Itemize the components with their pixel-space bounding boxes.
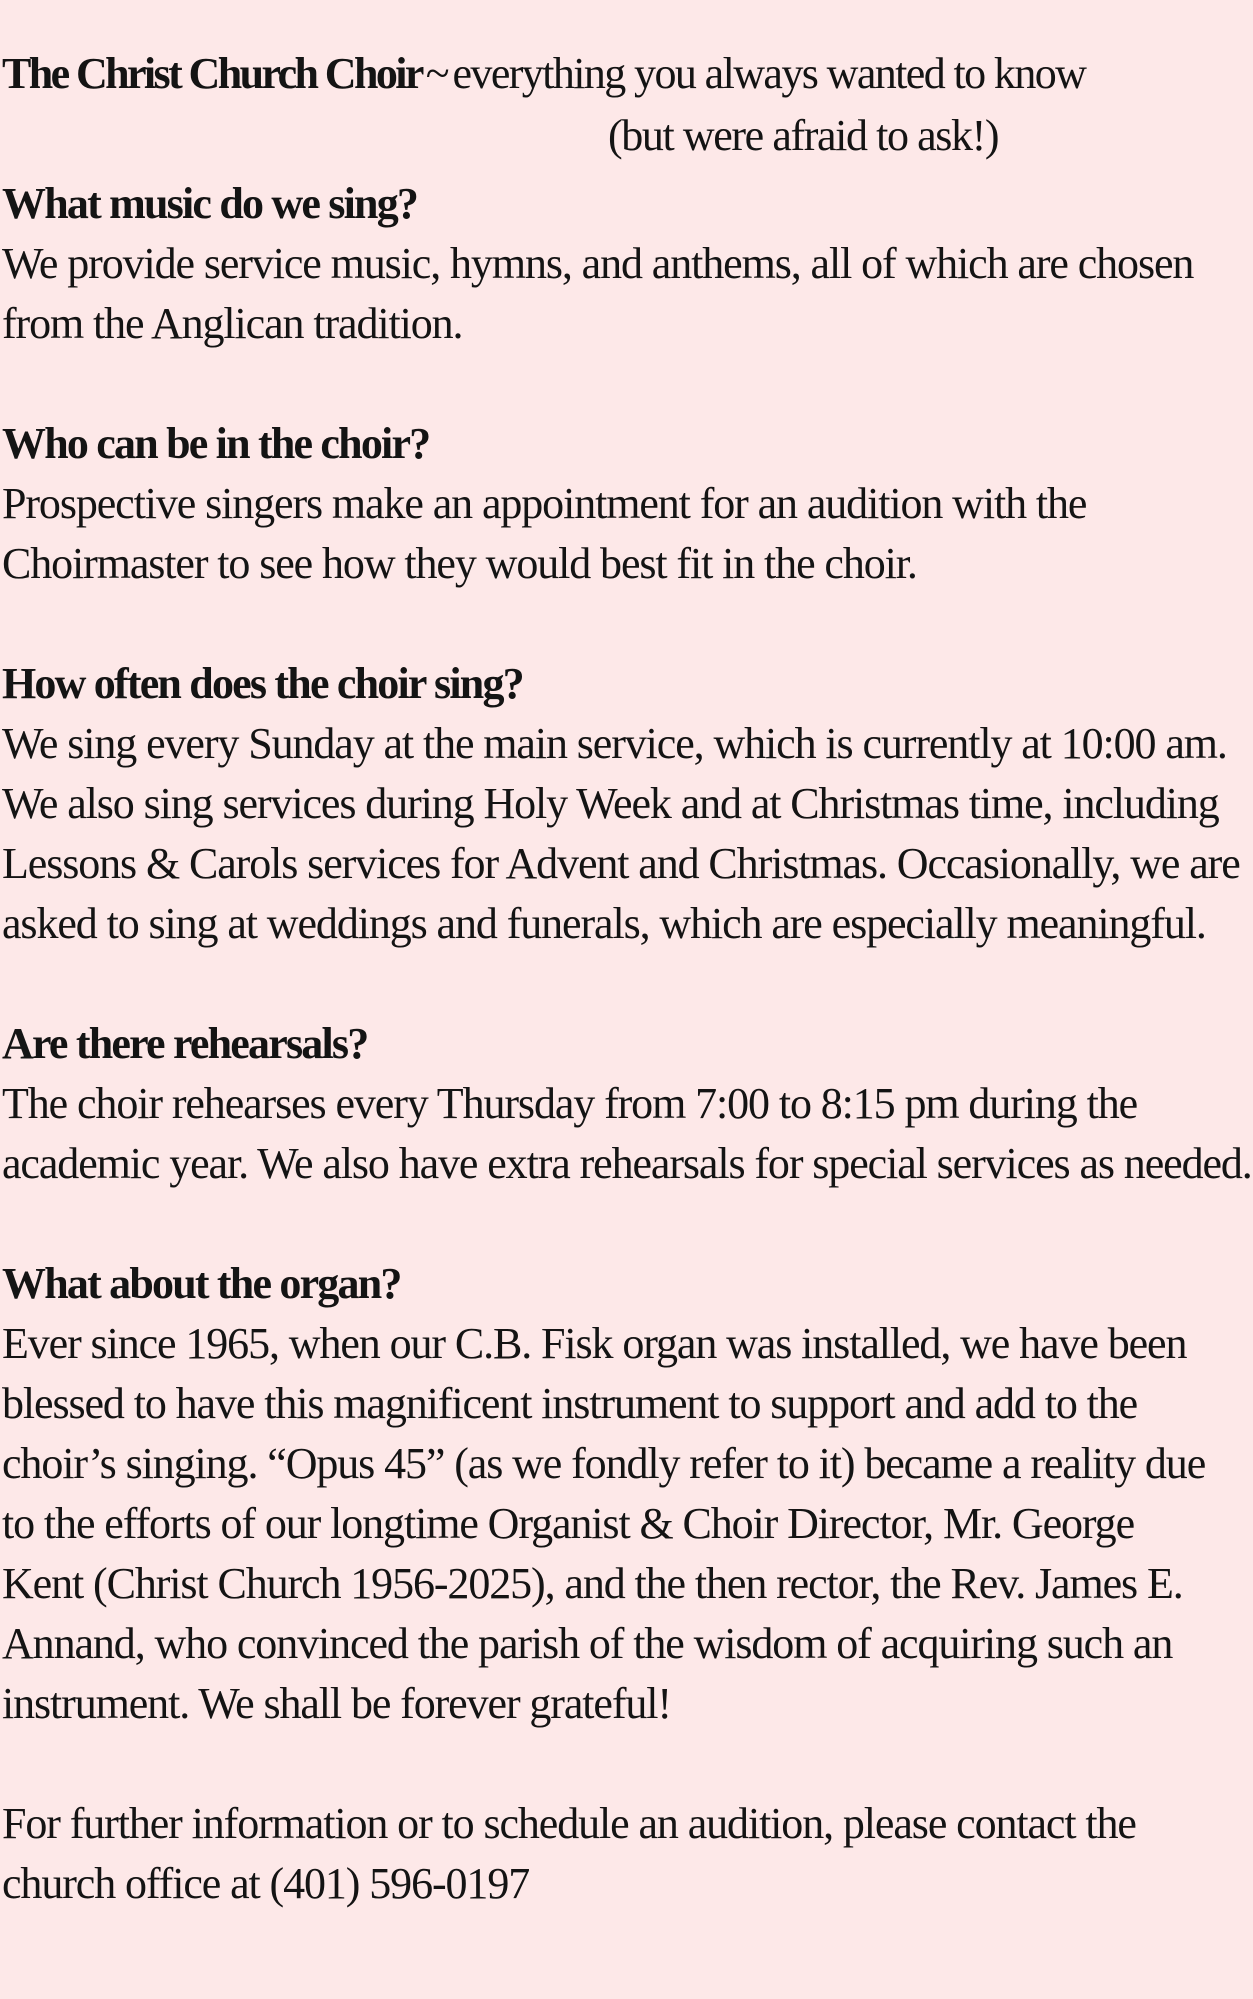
title-choir-name: The Christ Church Choir	[2, 49, 422, 98]
faq-question-music: What music do we sing?	[2, 179, 418, 228]
faq-rehearsals	[2, 1014, 1253, 1194]
faq-answer-music: We provide service music, hymns, and anthems, all of which are chosen from the Anglican tradition.	[2, 239, 1194, 348]
faq-organ	[2, 1254, 1253, 1734]
page-subtitle: (but were afraid to ask!)	[608, 111, 999, 160]
faq-answer-rehearsals: The choir rehearses every Thursday from 7:00 to 8:15 pm during the academic year. We also have extra rehearsals for special services as needed.	[2, 1079, 1252, 1188]
faq-music	[2, 174, 1253, 354]
faq-answer-membership: Prospective singers make an appointment for an audition with the Choirmaster to see how they would best fit in the choir.	[2, 479, 1087, 588]
contact-info: For further information or to schedule an audition, please contact the church office at (401) 596-0197	[2, 1799, 1136, 1908]
title-tagline: everything you always wanted to know	[452, 49, 1086, 98]
faq-question-frequency: How often does the choir sing?	[2, 659, 523, 708]
faq-question-membership: Who can be in the choir?	[2, 419, 430, 468]
page-title	[2, 38, 1253, 110]
faq-answer-frequency: We sing every Sunday at the main service, which is currently at 10:00 am. We also sing services during Holy Week and at Christmas time, including Lessons & Carols services for Advent and Christmas. Occasionally, we are asked to sing at weddings and funerals, which are especially meaningful.	[2, 719, 1240, 948]
faq-question-organ: What about the organ?	[2, 1259, 401, 1308]
faq-question-rehearsals: Are there rehearsals?	[2, 1019, 368, 1068]
faq-frequency	[2, 654, 1253, 954]
faq-membership	[2, 414, 1253, 594]
faq-answer-organ: Ever since 1965, when our C.B. Fisk organ was installed, we have been blessed to have this magnificent instrument to support and add to the choir’s singing. “Opus 45” (as we fondly refer to it) became a reality due to the efforts of our longtime Organist & Choir Director, Mr. George Kent (Christ Church 1956-2025), and the then rector, the Rev. James E. Annand, who convinced the parish of the wisdom of acquiring such an instrument. We shall be forever grateful!	[2, 1319, 1206, 1728]
title-separator: ~	[425, 49, 449, 98]
